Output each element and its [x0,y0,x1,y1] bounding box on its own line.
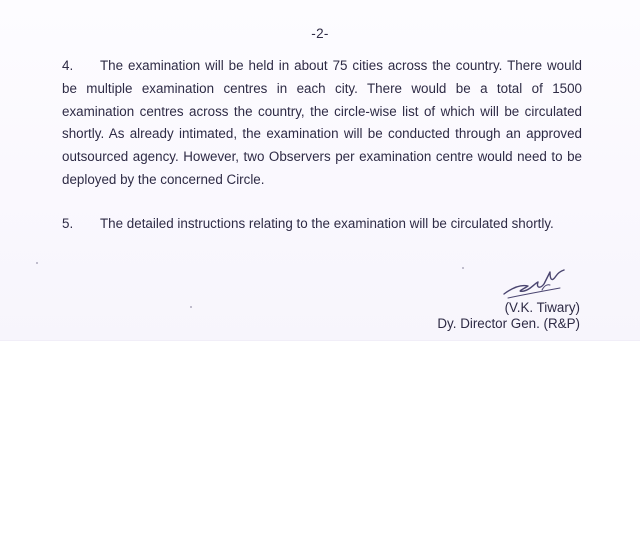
paragraph-text: The detailed instructions relating to the examination will be circulated shortly. [100,216,554,231]
scan-speck [462,267,464,269]
signatory-name: (V.K. Tiwary) [504,300,580,315]
page-number: -2- [311,26,329,41]
paragraph-5 [62,213,582,236]
paragraph-number: 5. [62,216,74,231]
signatory-designation: Dy. Director Gen. (R&P) [437,316,580,331]
scan-speck [36,262,38,264]
paragraph-text: The examination will be held in about 75 cities across the country. There would be multiple examination centres in each city. There would be a total of 1500 examination centres across the country, the circle-wise list of which will be circulated shortly. As already intimated, the examination will be conducted through an approved outsourced agency. However, two Observers per examination centre would need to be deployed by the concerned Circle. [62,58,582,187]
paragraph-number: 4. [62,58,74,73]
handwritten-signature [498,262,578,304]
paragraph-4 [62,55,582,192]
scan-speck [190,306,192,308]
